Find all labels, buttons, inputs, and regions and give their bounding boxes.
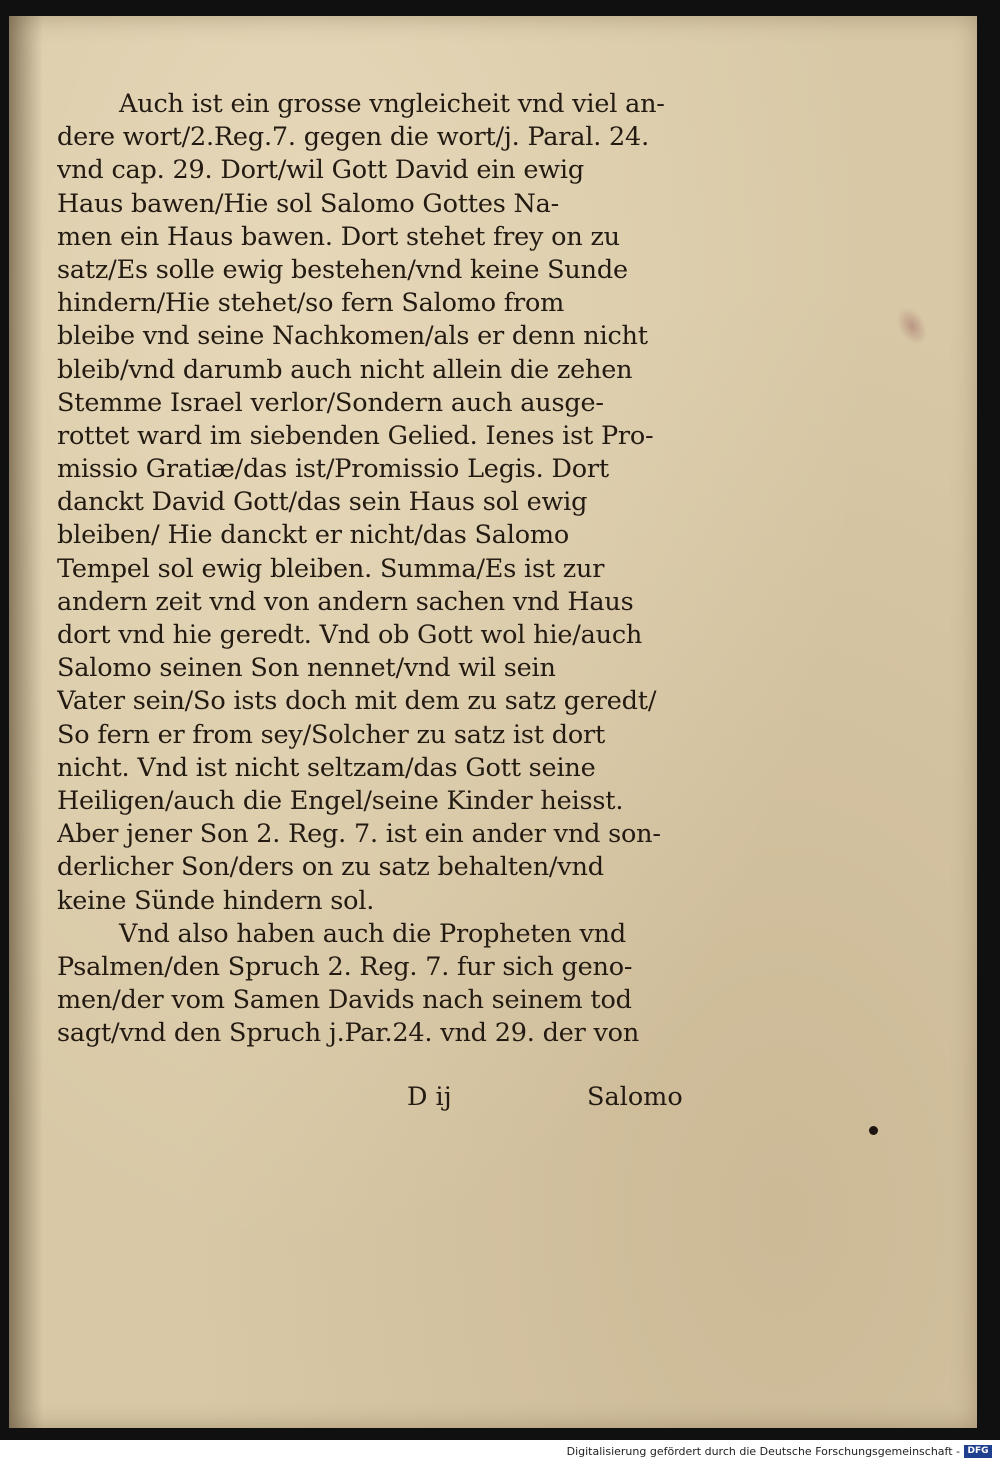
text-line: keine Sünde hindern sol. (57, 885, 375, 916)
text-line: andern zeit vnd von andern sachen vnd Haus (57, 586, 634, 617)
text-line: So fern er from sey/Solcher zu satz ist dort (57, 719, 606, 750)
text-line: danckt David Gott/das sein Haus sol ewig (57, 487, 588, 518)
text-line: Stemme Israel verlor/Sondern auch ausge- (57, 387, 604, 418)
page-stain (891, 302, 934, 350)
catch-line (57, 1082, 737, 1116)
ink-dot (869, 1126, 878, 1135)
body-text (57, 88, 737, 1050)
text-line: Salomo seinen Son nennet/vnd wil sein (57, 653, 556, 684)
text-line: Aber jener Son 2. Reg. 7. ist ein ander vnd son- (57, 819, 661, 850)
gutter-shadow (9, 16, 43, 1428)
text-line: Psalmen/den Spruch 2. Reg. 7. fur sich geno- (57, 951, 633, 982)
funding-credit: Digitalisierung gefördert durch die Deutsche Forschungsgemeinschaft - (566, 1445, 960, 1458)
book-page (9, 16, 977, 1428)
text-line: hindern/Hie stehet/so fern Salomo from (57, 288, 565, 319)
text-line: Heiligen/auch die Engel/seine Kinder heisst. (57, 785, 624, 816)
text-line: satz/Es solle ewig bestehen/vnd keine Sunde (57, 254, 628, 285)
text-line: rottet ward im siebenden Gelied. Ienes ist Pro- (57, 420, 654, 451)
text-line: Vnd also haben auch die Propheten vnd (119, 918, 627, 949)
text-line: dort vnd hie geredt. Vnd ob Gott wol hie/auch (57, 620, 643, 650)
text-line: sagt/vnd den Spruch j.Par.24. vnd 29. der von (57, 1018, 640, 1049)
text-line: Tempel sol ewig bleiben. Summa/Es ist zur (57, 553, 605, 584)
text-line: nicht. Vnd ist nicht seltzam/das Gott seine (57, 752, 596, 783)
text-line: dere wort/2.Reg.7. gegen die wort/j. Paral. 24. (57, 122, 649, 153)
text-line: Auch ist ein grosse vngleicheit vnd viel an- (119, 89, 665, 119)
dfg-logo: DFG (964, 1445, 992, 1458)
text-line: derlicher Son/ders on zu satz behalten/vnd (57, 852, 604, 883)
footer-bar (0, 1440, 1000, 1464)
text-line: Haus bawen/Hie sol Salomo Gottes Na- (57, 188, 560, 219)
text-line: men ein Haus bawen. Dort stehet frey on zu (57, 221, 620, 252)
text-line: bleiben/ Hie danckt er nicht/das Salomo (57, 520, 570, 551)
signature-mark: D ij (407, 1082, 452, 1112)
text-line: missio Gratiæ/das ist/Promissio Legis. Dort (57, 454, 609, 485)
catchword: Salomo (587, 1082, 683, 1112)
text-line: Vater sein/So ists doch mit dem zu satz geredt/ (57, 686, 657, 717)
text-line: bleibe vnd seine Nachkomen/als er denn nicht (57, 321, 648, 352)
text-line: vnd cap. 29. Dort/wil Gott David ein ewig (57, 155, 584, 186)
text-line: bleib/vnd darumb auch nicht allein die zehen (57, 354, 633, 385)
text-line: men/der vom Samen Davids nach seinem tod (57, 985, 632, 1016)
